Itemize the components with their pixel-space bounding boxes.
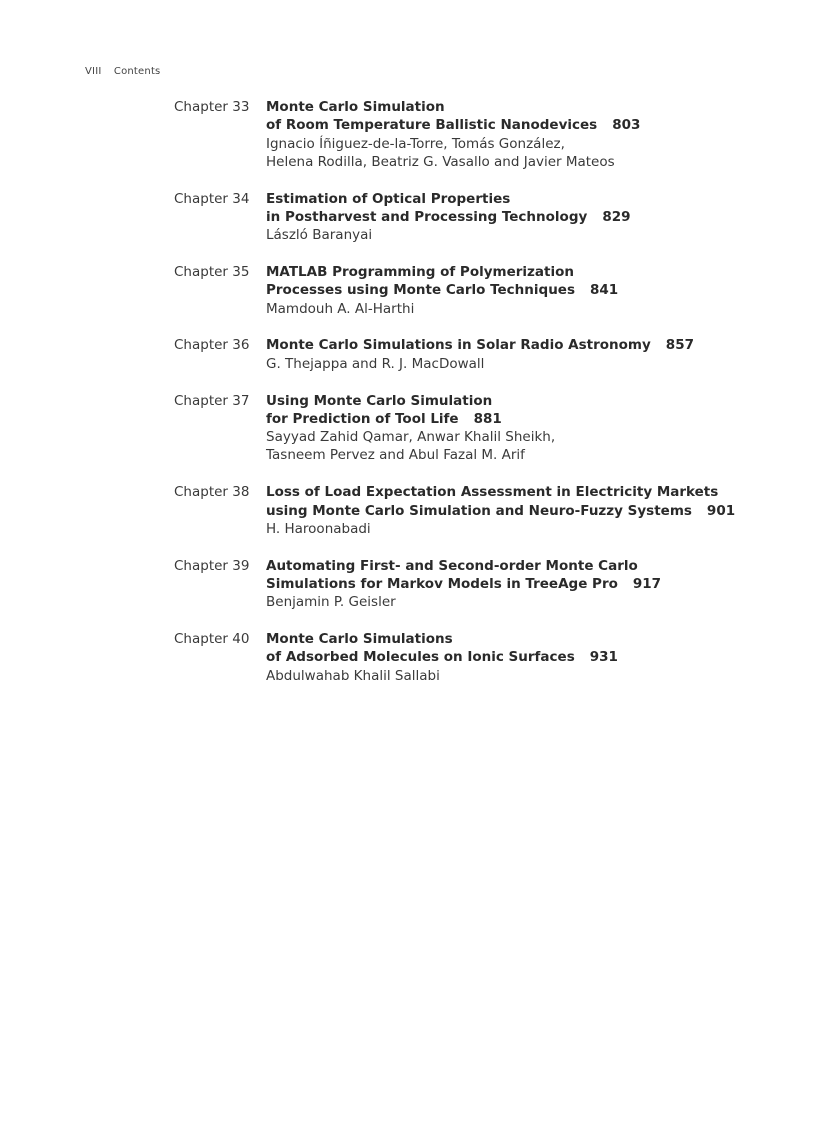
chapter-title-line: Monte Carlo Simulation [266, 99, 445, 115]
chapter-label: Chapter 35 [174, 264, 250, 281]
chapter-authors: G. Thejappa and R. J. MacDowall [266, 355, 485, 372]
page-number: 881 [473, 410, 502, 427]
chapter-authors: Tasneem Pervez and Abul Fazal M. Arif [266, 447, 525, 464]
chapter-title-line [266, 208, 774, 226]
chapter-title-line [266, 281, 774, 299]
chapter-title-text: Monte Carlo Simulations in Solar Radio Astronomy [266, 337, 651, 354]
chapter-title-line: Estimation of Optical Properties [266, 190, 511, 207]
chapter-title-line: Automating First- and Second-order Monte Carlo [266, 557, 638, 574]
chapter-title-line: MATLAB Programming of Polymerization [266, 264, 574, 281]
chapter-title-line: Monte Carlo Simulations [266, 631, 453, 648]
toc-entry-chapter-38[interactable] [174, 483, 774, 538]
page-number: 841 [590, 282, 619, 299]
page-folio: VIII [85, 66, 102, 77]
chapter-title-text: using Monte Carlo Simulation and Neuro-Fuzzy Systems [266, 502, 692, 519]
entry-body [266, 336, 774, 373]
chapter-label: Chapter 39 [174, 557, 250, 574]
chapter-authors: Mamdouh A. Al-Harthi [266, 300, 415, 317]
page-number: 857 [665, 337, 694, 354]
chapter-title-text: Simulations for Markov Models in TreeAge Pro [266, 575, 618, 592]
toc-entry-chapter-37[interactable] [174, 392, 774, 465]
chapter-title-text: of Adsorbed Molecules on Ionic Surfaces [266, 649, 575, 666]
chapter-title-line [266, 336, 774, 354]
toc-entry-chapter-33[interactable] [174, 98, 774, 171]
page-number: 901 [706, 502, 736, 519]
page-number: 917 [632, 575, 662, 592]
chapter-title-text: Processes using Monte Carlo Techniques [266, 282, 575, 299]
entry-body [266, 557, 774, 612]
entry-body [266, 98, 774, 171]
entry-body [266, 190, 774, 245]
chapter-label: Chapter 38 [174, 484, 250, 501]
chapter-title-line [266, 575, 774, 593]
chapter-label: Chapter 33 [174, 99, 250, 115]
toc-entry-chapter-34[interactable] [174, 190, 774, 245]
chapter-title-line [266, 502, 774, 520]
toc-entry-chapter-35[interactable] [174, 263, 774, 318]
toc-entry-chapter-36[interactable] [174, 336, 774, 373]
chapter-title-text: for Prediction of Tool Life [266, 410, 459, 427]
chapter-title-line: Loss of Load Expectation Assessment in Electricity Markets [266, 484, 719, 501]
toc-entry-chapter-39[interactable] [174, 557, 774, 612]
chapter-authors: Abdulwahab Khalil Sallabi [266, 667, 440, 684]
page-number: 803 [612, 117, 641, 134]
chapter-label: Chapter 34 [174, 190, 250, 207]
chapter-title-text: of Room Temperature Ballistic Nanodevices [266, 117, 598, 134]
chapter-label: Chapter 37 [174, 392, 250, 409]
chapter-title-line [266, 648, 774, 666]
chapter-title-line [266, 410, 774, 428]
page-number: 829 [602, 208, 631, 225]
chapter-authors: Sayyad Zahid Qamar, Anwar Khalil Sheikh, [266, 429, 556, 446]
chapter-authors: H. Haroonabadi [266, 520, 371, 537]
chapter-authors: László Baranyai [266, 227, 373, 244]
entry-body [266, 392, 774, 465]
chapter-authors: Ignacio Íñiguez-de-la-Torre, Tomás González, [266, 135, 565, 152]
chapter-authors: Helena Rodilla, Beatriz G. Vasallo and Javier Mateos [266, 153, 615, 170]
entry-body [266, 483, 774, 538]
chapter-label: Chapter 36 [174, 337, 250, 354]
chapter-title-line: Using Monte Carlo Simulation [266, 392, 493, 409]
chapter-title-text: in Postharvest and Processing Technology [266, 208, 588, 225]
chapter-label: Chapter 40 [174, 631, 250, 648]
entry-body [266, 263, 774, 318]
page-number: 931 [589, 649, 618, 666]
entry-body [266, 630, 774, 685]
toc-entry-chapter-40[interactable] [174, 630, 774, 685]
running-header [85, 66, 160, 77]
table-of-contents [174, 98, 774, 703]
chapter-authors: Benjamin P. Geisler [266, 594, 396, 611]
section-title: Contents [113, 66, 161, 77]
chapter-title-line [266, 116, 774, 134]
